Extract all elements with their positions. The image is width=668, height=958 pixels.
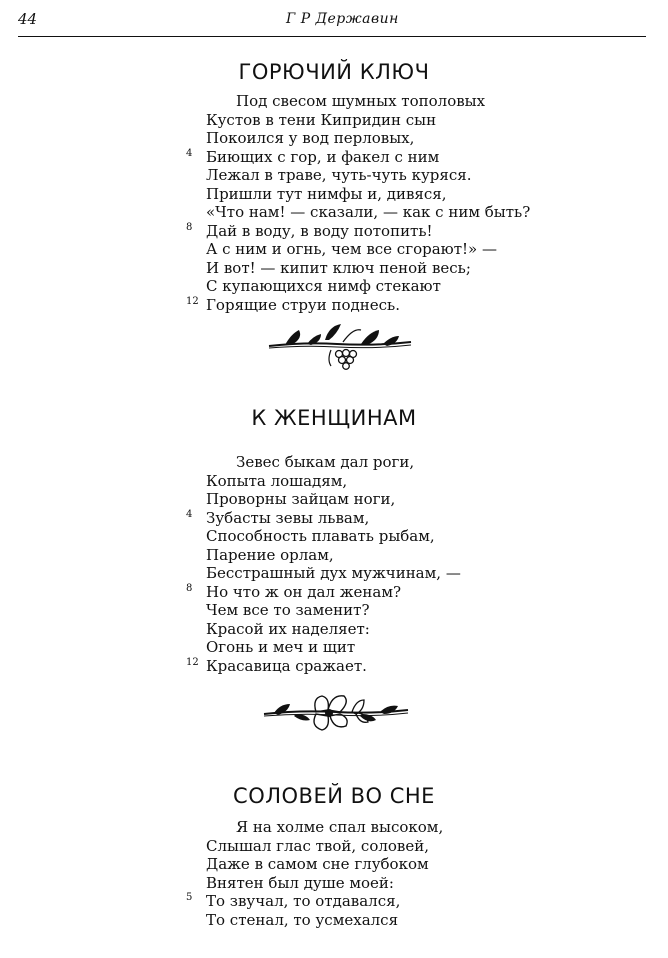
verse-line: Способность плавать рыбам, — [206, 527, 435, 545]
verse-line — [186, 582, 461, 602]
line-number: 8 — [186, 221, 193, 233]
verse-text: Зубасты зевы львам, — [206, 508, 370, 527]
verse-text: Дай в воду, в воду потопить! — [206, 221, 433, 240]
verse-line — [186, 656, 461, 676]
verse-line: Проворны зайцам ноги, — [206, 490, 396, 508]
poem-title-solovey-vo-sne: СОЛОВЕЙ ВО СНЕ — [233, 784, 435, 808]
verse-line — [186, 147, 530, 167]
verse-line: Слышал глас твой, соловей, — [206, 836, 430, 855]
poem-k-zhenshchinam — [186, 453, 461, 675]
line-number: 4 — [186, 147, 193, 159]
verse-line — [186, 508, 461, 528]
poem-title-k-zhenshchinam: К ЖЕНЩИНАМ — [251, 406, 417, 430]
grapevine-ornament — [265, 318, 415, 370]
verse-text: Биющих с гор, и факел с ним — [206, 147, 440, 166]
line-number: 8 — [186, 582, 193, 594]
verse-line: Я на холме спал высоком, — [236, 818, 444, 836]
verse-line: То стенал, то усмехался — [206, 910, 399, 929]
verse-line: Покоился у вод перловых, — [206, 129, 415, 147]
verse-line: Даже в самом сне глубоком — [206, 855, 429, 873]
verse-text: Горящие струи поднесь. — [206, 295, 400, 314]
verse-line: А с ним и огнь, чем все сгорают!» — — [206, 240, 497, 258]
verse-line: Красой их наделяет: — [206, 619, 370, 638]
verse-line: Зевес быкам дал роги, — [236, 453, 415, 471]
verse-line: Пришли тут нимфы и, дивяся, — [206, 184, 447, 203]
verse-line: Лежал в траве, чуть-чуть куряся. — [206, 166, 472, 184]
verse-text: Красавица сражает. — [206, 656, 367, 675]
verse-text: Но что ж он дал женам? — [206, 582, 402, 601]
flower-ornament — [260, 688, 412, 736]
verse-line: Огонь и меч и щит — [206, 638, 356, 656]
line-number: 12 — [186, 656, 199, 668]
verse-line: Копыта лошадям, — [206, 471, 348, 490]
verse-line — [186, 295, 530, 315]
verse-line: Чем все то заменит? — [206, 601, 370, 619]
verse-line: Под свесом шумных тополовых — [236, 92, 486, 110]
verse-line: Кустов в тени Кипридин сын — [206, 110, 437, 129]
line-number: 12 — [186, 295, 199, 307]
verse-line — [186, 221, 530, 241]
running-head: Г Р Державин — [286, 11, 399, 27]
poem-title-goryuchiy-klyuch: ГОРЮЧИЙ КЛЮЧ — [238, 60, 430, 84]
poem-solovey-vo-sne — [186, 818, 444, 929]
verse-text: То звучал, то отдавался, — [206, 892, 401, 910]
page-header — [18, 8, 646, 37]
verse-line: «Что нам! — сказали, — как с ним быть? — [206, 203, 531, 221]
verse-line: Парение орлам, — [206, 545, 334, 564]
verse-line: С купающихся нимф стекают — [206, 277, 441, 295]
verse-line: Внятен был душе моей: — [206, 873, 394, 892]
poem-goryuchiy-klyuch — [186, 92, 531, 314]
page-number: 44 — [18, 10, 38, 28]
verse-line — [186, 892, 443, 911]
line-number: 5 — [186, 892, 193, 903]
verse-line: И вот! — кипит ключ пеной весь; — [206, 258, 471, 277]
verse-line: Бесстрашный дух мужчинам, — — [206, 564, 461, 582]
line-number: 4 — [186, 508, 193, 520]
